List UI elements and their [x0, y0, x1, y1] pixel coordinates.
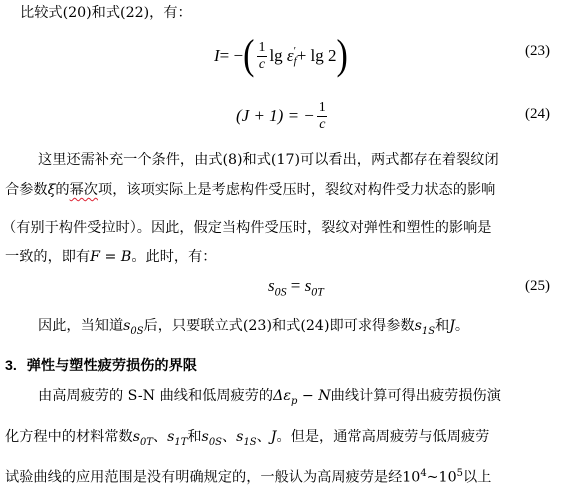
s0s-sub: 0S [130, 325, 144, 337]
para3-text-b: 后，只要联立式(23)和式(24)即可求得参数 [143, 318, 415, 334]
section-number: 3. [5, 358, 17, 374]
para2-line4 [5, 247, 216, 267]
para4-line2 [5, 427, 489, 453]
s1s-symbol-2: s [236, 429, 244, 445]
para4-text-1a: 由高周疲劳的 S-N 曲线和低周疲劳的 [38, 388, 274, 404]
separator: 、 [221, 429, 237, 445]
para2-text-b: 的 [55, 182, 70, 198]
separator: 、 [152, 429, 168, 445]
ten-power-5-base: 10 [438, 469, 457, 486]
eq25-rhs-sub: 0T [311, 284, 324, 299]
equation-24-number: (24) [525, 106, 550, 122]
f-equals-b: F = B [90, 249, 132, 265]
equation-25 [268, 276, 324, 299]
eq23-eps-sup: ′ [293, 45, 297, 57]
delta-eps-symbol: Δε [273, 388, 291, 404]
para4-text-2a: 化方程中的材料常数 [5, 429, 133, 445]
eq24-fraction [317, 100, 328, 133]
spellcheck-flagged-word: 幂次 [69, 182, 98, 198]
separator: 、 [256, 429, 271, 445]
equation-23-number: (23) [525, 43, 550, 59]
equation-23 [214, 28, 348, 84]
ten-power-4-exp: 4 [420, 468, 427, 479]
eq24-frac-num: 1 [318, 99, 326, 115]
para2-text-4a: 一致的，即有 [5, 249, 91, 265]
para4-text-3a: 试验曲线的应用范围是没有明确规定的，一般认为高周疲劳是经 [5, 469, 403, 486]
s1s-sub: 1S [421, 325, 436, 337]
para4-line3 [5, 464, 491, 488]
s0s-sub-2: 0S [208, 436, 222, 448]
s0s-symbol: s [123, 318, 131, 334]
para2-text-d: 项，该项实际上是考虑构件受压时，裂纹对构件受力状态的影响 [98, 182, 496, 198]
para3-text-d: 。 [454, 318, 470, 334]
ten-power-4-base: 10 [402, 469, 421, 486]
eq25-lhs-sub: 0S [274, 284, 287, 299]
eq25-rhs-s: s [304, 276, 312, 295]
eq23-frac-den: c [258, 56, 266, 72]
section-title: 弹性与塑性疲劳损伤的界限 [26, 358, 197, 374]
para4-text-2b: 。但是，通常高周疲劳与低周疲劳 [276, 429, 490, 445]
tilde: ~ [426, 469, 439, 486]
para4-text-1c: 曲线计算可得出疲劳损伤演 [330, 388, 501, 404]
delta-eps-sub: p [290, 395, 298, 407]
equation-24 [236, 94, 330, 138]
para3 [38, 316, 469, 342]
eq23-equals: = − [219, 46, 244, 65]
section-heading [5, 356, 197, 376]
para3-text-a: 因此，当知道 [38, 318, 124, 334]
para2-line2 [5, 180, 495, 200]
para2-line1: 这里还需补充一个条件，由式(8)和式(17)可以看出，两式都存在着裂纹闭 [38, 152, 499, 168]
s1s-symbol: s [414, 318, 422, 334]
eq23-eps-sub: f [293, 55, 297, 67]
eq23-frac-num: 1 [258, 39, 266, 55]
para2-line3: （有别于构件受拉时）。因此，假定当构件受压时，裂纹对弹性和塑性的影响是 [2, 220, 492, 236]
para2-text-4b: 。此时，有： [131, 249, 217, 265]
eq23-plus-lg2: + lg 2 [296, 46, 337, 65]
para4-text-3b: 以上 [462, 469, 492, 486]
s1t-sub: 1T [174, 436, 188, 448]
s0t-symbol: s [132, 429, 140, 445]
eq23-left-paren: ( [243, 32, 255, 79]
and-word: 和 [187, 429, 202, 445]
eq23-lhs: I [214, 46, 220, 65]
para2-text-a: 合参数 [5, 182, 48, 198]
eq25-lhs-s: s [268, 276, 275, 295]
eq23-right-paren: ) [336, 32, 348, 79]
eq24-lhs: (J + 1) = − [236, 106, 315, 125]
para4-line1 [38, 386, 501, 412]
eq23-epsilon: ε [286, 46, 294, 65]
eq24-frac-den: c [319, 116, 326, 132]
s0s-symbol-2: s [201, 429, 209, 445]
ten-power-5-exp: 5 [456, 468, 463, 479]
eq23-lg: lg [269, 46, 283, 65]
s1t-symbol: s [167, 429, 175, 445]
j-symbol: J [449, 318, 455, 334]
minus-n: − N [297, 388, 331, 404]
j-symbol-2: J [270, 429, 277, 445]
intro-text: 比较式(20)和式(22)，有： [20, 5, 192, 21]
eq23-fraction [256, 40, 267, 73]
eq25-equals: = [286, 276, 305, 295]
s1s-sub-2: 1S [243, 436, 257, 448]
equation-25-number: (25) [525, 278, 550, 294]
xi-symbol: ξ [47, 182, 56, 198]
s0t-sub: 0T [139, 436, 153, 448]
para3-text-c: 和 [435, 318, 450, 334]
